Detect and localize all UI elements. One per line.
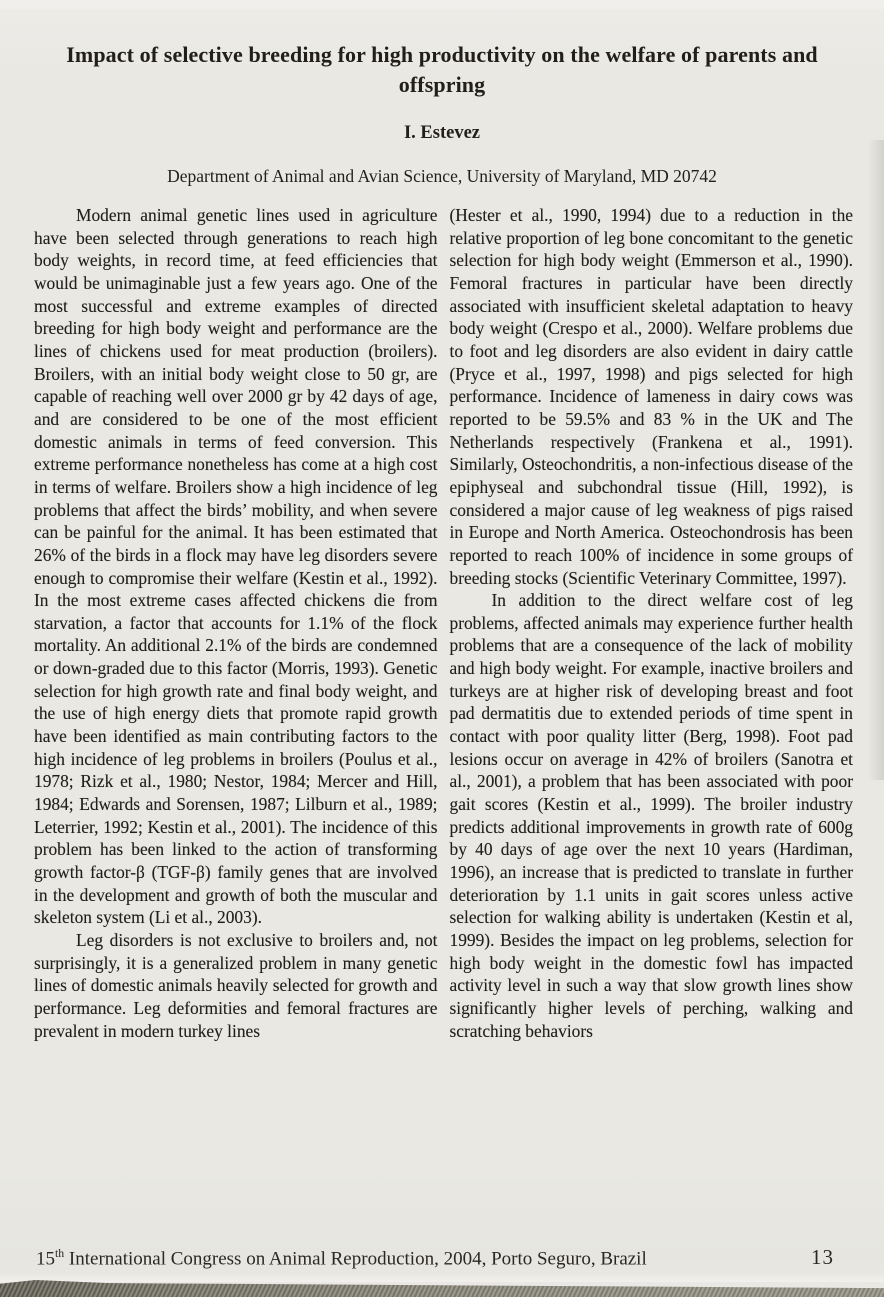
right-column bbox=[450, 204, 854, 1042]
scan-top-edge bbox=[0, 0, 884, 9]
footer-congress-text: International Congress on Animal Reproduction, 2004, Porto Seguro, Brazil bbox=[64, 1248, 647, 1269]
footer-congress-ordinal: th bbox=[55, 1246, 65, 1260]
page-footer bbox=[36, 1245, 856, 1270]
author-affiliation: Department of Animal and Avian Science, University of Maryland, MD 20742 bbox=[167, 166, 717, 186]
footer-congress-line bbox=[36, 1247, 647, 1270]
paper-title: Impact of selective breeding for high productivity on the welfare of parents and offspring bbox=[66, 42, 818, 97]
paragraph-leg-disorders: Leg disorders is not exclusive to broilers and, not surprisingly, it is a generalized problem in many genetic lines of domestic animals heavily selected for growth and performance. Leg deformities and femoral fractures are prevalent in modern turkey lines bbox=[34, 930, 438, 1041]
paragraph-welfare-cost: In addition to the direct welfare cost of leg problems, affected animals may experience further health problems that are a consequence of the lack of mobility and high body weight. For example, inactive broilers and turkeys are at higher risk of developing breast and foot pad dermatitis due to extended periods of time spent in contact with poor quality litter (Berg, 1998). Foot pad lesions occur on average in 42% of broilers (Sanotra et al., 2001), a problem that has been associated with poor gait scores (Kestin et al., 1999). The broiler industry predicts additional improvements in growth rate of 600g by 40 days of age over the next 10 years (Hardiman, 1996), an increase that is predicted to translate in further deterioration by 1.1 units in gait scores unless active selection for walking ability is undertaken (Kestin et al, 1999). Besides the impact on leg problems, selection for high body weight in the domestic fowl has impacted activity level in such a way that slow growth lines show significantly higher levels of perching, walking and scratching behaviors bbox=[449, 590, 853, 1041]
scan-strip-highlight bbox=[0, 1274, 884, 1282]
scan-edge-artifact bbox=[0, 1280, 884, 1297]
author-name: I. Estevez bbox=[403, 123, 481, 143]
paragraph-continuation: (Hester et al., 1990, 1994) due to a reduction in the relative proportion of leg bone concomitant to the genetic selection for high body weight (Emmerson et al., 1990). Femoral fractures in particular have been directly associated with insufficient skeletal adaptation to heavy body weight (Crespo et al., 2000). Welfare problems due to foot and leg disorders are also evident in dairy cattle (Pryce et al., 1997, 1998) and pigs selected for high performance. Incidence of lameness in dairy cows was reported to be 59.5% and 83 % in the UK and The Netherlands respectively (Frankena et al., 1991). Similarly, Osteochondritis, a non-infectious disease of the epiphyseal and subchondral tissue (Hill, 1992), is considered a major cause of leg weakness of pigs raised in Europe and North America. Osteochondrosis has been reported to reach 100% of incidence in some groups of breeding stocks (Scientific Veterinary Committee, 1997). bbox=[449, 205, 853, 588]
paragraph-intro: Modern animal genetic lines used in agriculture have been selected through generations to reach high body weights, in record time, at feed efficiencies that would be unimaginable just a few years ago. One of the most successful and extreme examples of directed breeding for high body weight and performance are the lines of chickens used for meat production (broilers). Broilers, with an initial body weight close to 50 gr, are capable of reaching well over 2000 gr by 42 days of age, and are considered to be one of the most efficient domestic animals in terms of feed conversion. This extreme performance nonetheless has come at a high cost in terms of welfare. Broilers show a high incidence of leg problems that affect the birds’ mobility, and when severe can be painful for the animal. It has been estimated that 26% of the birds in a flock may have leg disorders severe enough to compromise their welfare (Kestin et al., 1992). In the most extreme cases affected chickens die from starvation, a factor that accounts for 1.1% of the flock mortality. An additional 2.1% of the birds are condemned or down-graded due to this factor (Morris, 1993). Genetic selection for high growth rate and final body weight, and the use of high energy diets that promote rapid growth have been identified as main contributing factors to the high incidence of leg problems in broilers (Poulus et al., 1978; Rizk et al., 1980; Nestor, 1984; Mercer and Hill, 1984; Edwards and Sorensen, 1987; Lilburn et al., 1989; Leterrier, 1992; Kestin et al., 2001). The incidence of this problem has been linked to the action of transforming growth factor-β (TGF-β) family genes that are involved in the development and growth of both the muscular and skeleton system (Li et al., 2003). bbox=[34, 205, 438, 928]
footer-congress-number: 15 bbox=[36, 1248, 55, 1269]
left-column bbox=[34, 204, 438, 1042]
two-column-body bbox=[0, 204, 884, 1042]
page-number: 13 bbox=[811, 1245, 834, 1269]
